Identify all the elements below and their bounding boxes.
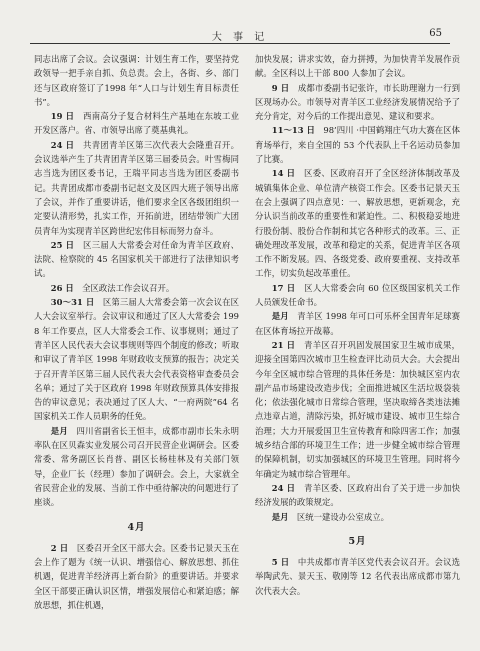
- entry-paragraph: 加快发展；讲求实效，奋力拼搏，为加快青羊发展作贡献。全区科以上干部 800 人参加了会议。: [255, 54, 460, 79]
- entry-paragraph: [255, 81, 460, 124]
- entry-date: 24 日: [50, 139, 75, 150]
- entry-text: 西南高分子复合材料生产基地在东坡工业开发区落户。省、市领导出席了奠基典礼。: [34, 111, 239, 136]
- entry-paragraph: [255, 281, 460, 310]
- entry-date: 25 日: [50, 239, 75, 250]
- entry-paragraph: [34, 281, 239, 295]
- entry-text: 区委、区政府召开了全区经济体制改革及城镇集体企业、单位清产核资工作会。区委书记景天玉在会上强调了四点意见：一、解放思想，更新观念，充分认识当前改革的重要性和紧迫性。二、积极稳妥地进行股份制、股份合作制和其它各种形式的改革。三、正确处理改革发展，改革和稳定的关系，促进青羊区各项工作不断发展。四、各级党委、政府要重视、支持改革工作，切实负起改革重任。: [255, 168, 460, 279]
- entry-date: 19 日: [50, 111, 75, 122]
- entry-date: 17 日: [271, 282, 296, 293]
- left-column: [34, 52, 239, 637]
- entry-text: 共青团青羊区第三次代表大会隆重召开。会议选举产生了共青团青羊区第三届委员会。叶雪梅同志当选为团区委书记，王瑞平同志当选为团区委副书记。共青团成都市委副书记赵文及区四大班子领导出席了会议，并作了重要讲话，他们要求全区各级团组织一定要认清形势，扎实工作，开拓前进，团结带领广大团员青年为实现青羊区跨世纪宏伟目标而努力奋斗。: [34, 139, 239, 236]
- entry-paragraph: [255, 481, 460, 510]
- entry-paragraph: [255, 338, 460, 481]
- entry-text: 区第三届人大常委会第一次会议在区人大会议室举行。会议审议和通过了区人大常委会 1998 年工作要点，区人大常委会工作、议事规则；通过了青羊区人民代表大会议事规则等四个制度的修改；听取和审议了青羊区 1998 年财政收支预算的报告；决定关于召开青羊区第三届人民代表大会代表资格审查委员会名单；通过了关于区政府 1998 年财政预算具体安排报告的审议意见；表决通过了区人大、“一府两院”64 名国家机关工作人员职务的任免。: [34, 297, 239, 422]
- entry-date: 是月: [271, 511, 289, 522]
- right-column: [255, 52, 460, 637]
- entry-text: 区三届人大常委会对任命为青羊区政府、法院、检察院的 45 名国家机关干部进行了法律知识考试。: [34, 239, 239, 279]
- entry-paragraph: [255, 555, 460, 598]
- month-heading: 4月: [127, 521, 146, 533]
- entry-paragraph: [255, 510, 460, 524]
- entry-text: 98’四川 ·中国鹤翔庄气功大赛在区体育场举行，来自全国的 53 个代表队上千名运动员参加了比赛。: [255, 125, 460, 165]
- entry-paragraph: [34, 541, 239, 612]
- entry-date: 5 日: [271, 557, 290, 568]
- entry-text: 区统一建设办公室成立。: [296, 511, 390, 522]
- entry-paragraph: [255, 309, 460, 338]
- entry-text: 区人大常委会向 60 位区级国家机关工作人员颁发任命书。: [255, 282, 460, 308]
- header-rule: [30, 43, 450, 44]
- entry-date: 21 日: [271, 339, 296, 350]
- entry-text: 区委召开全区干部大会。区委书记景天玉在会上作了题为《统一认识、增强信心、解放思想、抓住机遇，促进青羊经济再上新台阶》的重要讲话。并要求全区干部要正确认识区情，增强发展信心和紧迫感；解放思想，抓住机遇，: [34, 542, 239, 610]
- entry-date: 9 日: [271, 82, 290, 93]
- entry-text: 中共成都市青羊区党代表会议召开。会议选举陶武先、景天玉、敬刚等 12 名代表出席成都市第九次代表大会。: [255, 557, 460, 596]
- page-number: 65: [429, 28, 442, 39]
- running-title: 大 事 记: [211, 32, 269, 43]
- page-header: [0, 0, 480, 44]
- entry-text: 青羊区委、区政府出台了关于进一步加快经济发展的政策规定。: [255, 482, 460, 508]
- entry-date: 26 日: [50, 282, 74, 293]
- entry-text: 四川省副省长王恒丰，成都市副市长朱永明率队在区贝森实业发展公司召开民营企业调研会。区委常委、常务副区长肖普、副区长杨桂林及有关部门领导，企业厂长（经理）参加了调研会。会上，大家就全省民营企业的发展、当前工作中亟待解决的问题进行了座谈。: [34, 425, 239, 508]
- entry-date: 30～31 日: [50, 297, 95, 308]
- month-heading: 5月: [348, 535, 367, 547]
- entry-paragraph: [34, 424, 239, 510]
- entry-date: 2 日: [50, 542, 69, 553]
- entry-text: 青羊区 1998 年可口可乐杯全国青年足球赛在区体育场拉开战幕。: [255, 311, 460, 336]
- entry-date: 14 日: [271, 168, 296, 179]
- entry-text: 全区政法工作会议召开。: [82, 282, 175, 293]
- entry-paragraph: [34, 238, 239, 281]
- entry-date: 是月: [271, 311, 289, 322]
- entry-paragraph: [34, 138, 239, 238]
- entry-text: 青羊区召开巩固发展国家卫生城市成果，迎接全国第四次城市卫生检查评比动员大会。大会提出今年全区城市综合管理的具体任务是：加快城区室内农副产品市场建设改造步伐；全面推进城区生活垃圾袋装化；依法强化城市日常综合管理，坚决取缔各类违法摊点违章占道，清除污染，抓好城市建设、城市卫生综合治理；大力开展爱国卫生宣传教育和除四害工作；加强城乡结合部的环境卫生工作；进一步健全城市综合管理的保障机制，切实加强城区的环境卫生管理。同时将今年确定为城市综合管理年。: [255, 339, 460, 479]
- entry-paragraph: [34, 295, 239, 424]
- entry-paragraph: 同志出席了会议。会议强调：计划生育工作，要坚持党政领导一把手亲自抓、负总责。会上，各街、乡、部门还与区政府签订了1998 年“人口与计划生育目标责任书”。: [34, 54, 239, 107]
- entry-date: 是月: [50, 425, 68, 436]
- entry-paragraph: [34, 109, 239, 138]
- entry-paragraph: [255, 123, 460, 166]
- entry-date: 24 日: [271, 482, 296, 493]
- entry-paragraph: [255, 166, 460, 280]
- entry-text: 成都市委副书记张许，市长助理谢力一行到区现场办公。市领导对青羊区工业经济发展情况给予了充分肯定，对今后的工作提出意见、建议和要求。: [255, 82, 460, 122]
- entry-date: 11～13 日: [271, 125, 315, 136]
